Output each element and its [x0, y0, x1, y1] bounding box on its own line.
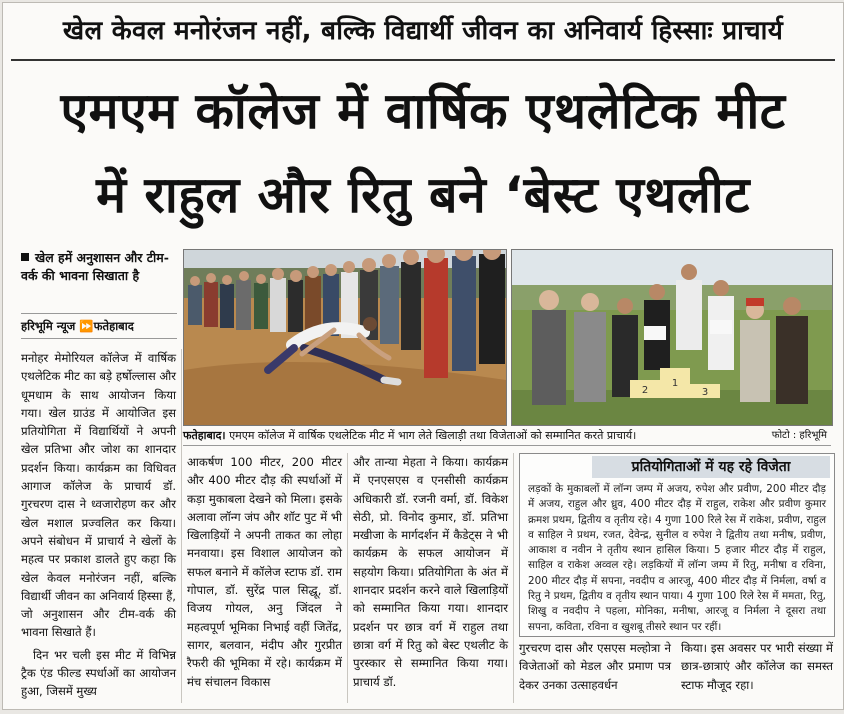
winners-box-text: लड़कों के मुकाबलों में लॉन्ग जम्प में अजय, रुपेश और प्रवीण, 200 मीटर दौड़ में अजय, राहुल और ध्रुव, 400 मीटर दौड़ में राहुल, राकेश और प्रवीण कुमार क्रमश प्रथम, द्वितीय व तृतीय रहे। 4 गुणा 100 रिले रेस में राकेश, प्रवीण, राहुल व साहिल ने प्रथम, रजत, देवेन्द्र, सुनील व रुपेश ने द्वितीय तथा मनीष, प्रवीण, आकाश व नवीन ने तृतीय स्थान हासिल किया। 5 हजार मीटर दौड़ में राहुल, साहिल व राकेश अव्वल रहे। लड़कियों में लॉन्ग जम्प में रितु, मनीषा व रविना, 200 मीटर दौड़ में सपना, नवदीप व आरजू, 400 मीटर दौड़ में निर्मला, वर्षा व रितु ने प्रथम, द्वितीय व तृतीय स्थान पाया। 4 गुणा 100 रिले रेस में ममता, रितु, शिखु व नवदीप ने पहला, मोनिका, मनीषा, आरजू व निर्मला ने दूसरा तथा सपना, कविता, रविना व खुशबू तीसरे स्थान पर रहीं। — [528, 483, 826, 633]
article-paragraph: मनोहर मेमोरियल कॉलेज में वार्षिक एथलेटिक मीट का बड़े हर्षोल्लास और धूमधाम के साथ आयोजन किया गया। खेल ग्राउंड में आयोजित इस प्रतियोगिता में विद्यार्थियों ने अपनी खेल प्रतिभा और जोश का शानदार प्रदर्शन किया। कार्यक्रम का विधिवत आगाज कॉलेज के प्राचार्य डॉ. गुरचरण दास ने ध्वजारोहण कर और खेल मशाल प्रज्वलित कर किया। अपने संबोधन में प्राचार्य ने खेलों के महत्व पर प्रकाश डालते हुए कहा कि खेल केवल मनोरंजन नहीं, बल्कि विद्यार्थी जीवन का अनिवार्य हिस्सा हैं, जो अनुशासन और टीम-वर्क की भावना सिखाते हैं। — [21, 351, 176, 640]
article-paragraph: और तान्या मेहता ने किया। कार्यक्रम में एनएसएस व एनसीसी कार्यक्रम अधिकारी डॉ. रजनी वर्मा, डॉ. विकेश सेठी, प्रो. विनोद कुमार, डॉ. प्रतिभा मखीजा के मार्गदर्शन में कैडेट्स ने भी कार्यक्रम के सफल आयोजन में सहयोग किया। प्रतियोगिता के अंत में शानदार प्रदर्शन करने वाले खिलाड़ियों को सम्मानित किया गया। शानदार प्रदर्शन पर छात्र वर्ग में राहुल तथा छात्रा वर्ग में रितु को बेस्ट एथलीट के पुरस्कार से सम्मानित किया गया। प्राचार्य डॉ. — [353, 455, 508, 689]
photo-caption — [183, 427, 831, 446]
article-paragraph: किया। इस अवसर पर भारी संख्या में छात्र-छात्राएं और कॉलेज का समस्त स्टाफ मौजूद रहा। — [681, 641, 833, 692]
column-divider — [181, 349, 182, 703]
felicitation-photo — [511, 249, 833, 426]
kicker — [11, 7, 835, 61]
byline-place: फतेहाबाद — [93, 319, 134, 333]
podium-third: 3 — [701, 387, 709, 398]
kicker-text: खेल केवल मनोरंजन नहीं, बल्कि विद्यार्थी जीवन का अनिवार्य हिस्साः प्राचार्य — [62, 16, 784, 46]
column-divider — [513, 453, 514, 703]
column-divider — [347, 453, 348, 703]
caption-place: फतेहाबाद। — [183, 429, 226, 442]
article-paragraph: गुरचरण दास और एसएस मल्होत्रा ने विजेताओं को मेडल और प्रमाण पत्र देकर उनका उत्साहवर्धन — [519, 641, 671, 692]
long-jump-photo — [183, 249, 507, 426]
long-jump-photo-illustration — [184, 250, 506, 425]
bullet-square-icon — [21, 253, 29, 261]
article-column-3 — [353, 453, 508, 703]
article-column-2 — [187, 453, 342, 703]
headline-line-1: एमएम कॉलेज में वार्षिक एथलेटिक मीट — [60, 82, 786, 140]
winners-box — [519, 453, 835, 637]
article-column-5 — [681, 639, 833, 703]
headline-line-2: में राहुल और रितु बने ‘बेस्ट एथलीट — [96, 166, 750, 224]
article-paragraph: आकर्षण 100 मीटर, 200 मीटर और 400 मीटर दौड़ की स्पर्धाओं में कड़ा मुकाबला देखने को मिला। इसके अलावा लॉन्ग जंप और शॉट पुट में भी खिलाड़ियों ने अपनी ताकत का लोहा मनवाया। इस विशाल आयोजन को सफल बनाने में कॉलेज स्टाफ डॉ. राम गोपाल, डॉ. सुरेंद्र पाल सिद्धू, डॉ. विजय गोयल, अनु जिंदल ने महत्वपूर्ण भूमिका निभाई वहीं जितेंद्र, सागर, बलवान, मंदीप और गुरप्रीत रैफरी की भूमिका में रहे। कार्यक्रम में मंच संचालन विकास — [187, 455, 342, 689]
podium-second: 2 — [641, 385, 649, 396]
teaser-text: खेल हमें अनुशासन और टीम-वर्क की भावना सिखाता है — [21, 250, 169, 283]
article-column-4 — [519, 639, 671, 703]
article-column-1 — [21, 349, 176, 703]
podium-first: 1 — [671, 378, 679, 389]
byline-source: हरिभूमि न्यूज — [21, 319, 76, 333]
teaser — [21, 249, 177, 285]
photo-credit: फोटो : हरिभूमि — [771, 430, 827, 441]
winners-box-title: प्रतियोगिताओं में यह रहे विजेता — [592, 456, 830, 478]
caption-text: एमएम कॉलेज में वार्षिक एथलेटिक मीट में भाग लेते खिलाड़ी तथा विजेताओं को सम्मानित करते प्राचार्य। — [229, 429, 637, 442]
article-paragraph: दिन भर चली इस मीट में विभिन्न ट्रैक एंड फील्ड स्पर्धाओं का आयोजन हुआ, जिसमें मुख्य — [21, 647, 176, 699]
felicitation-photo-illustration — [512, 250, 832, 425]
byline — [21, 313, 177, 339]
fast-forward-icon: ⏩ — [79, 319, 94, 333]
newspaper-clipping — [2, 2, 844, 710]
